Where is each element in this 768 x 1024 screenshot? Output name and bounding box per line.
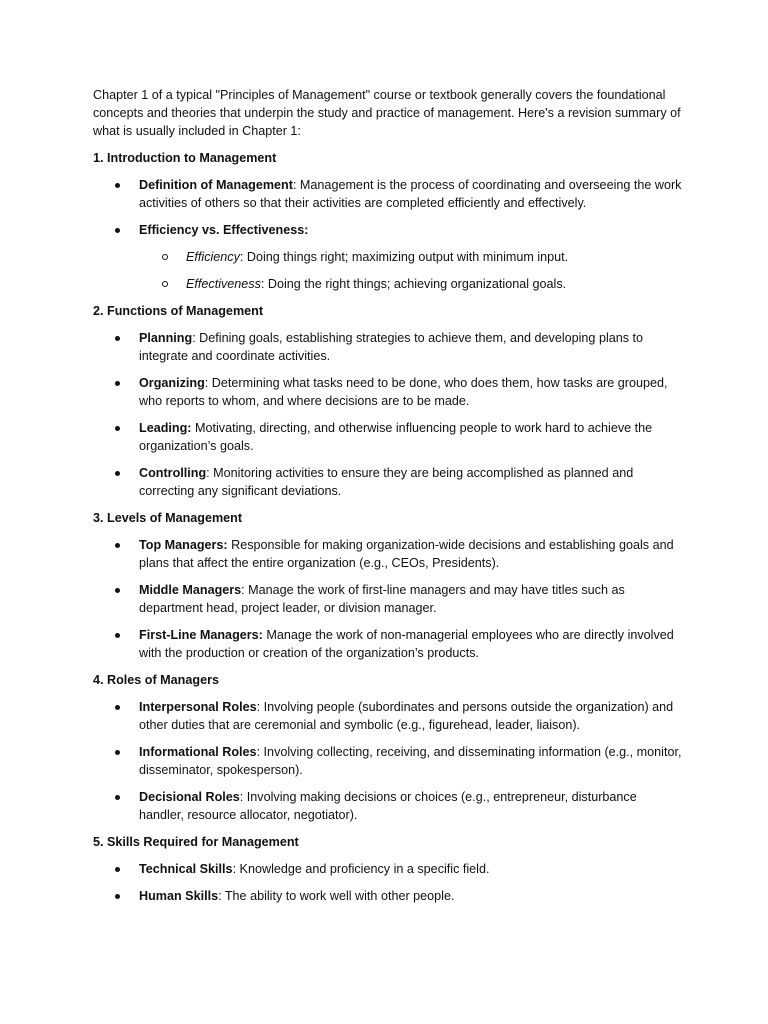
list-item — [93, 581, 683, 617]
bullet-icon — [115, 867, 120, 872]
section-heading: 3. Levels of Management — [93, 511, 243, 525]
item-text: Motivating, directing, and otherwise influencing people to work hard to achieve the organization’s goals. — [139, 421, 653, 453]
hollow-bullet-icon — [162, 281, 168, 287]
item-text: Manage the work of non-managerial employees who are directly involved with the production or creation of the organization’s products. — [139, 628, 674, 660]
item-term: Informational Roles — [139, 745, 257, 759]
item-text: : Involving making decisions or choices (e.g., entrepreneur, disturbance handler, resource allocator, negotiator). — [139, 790, 637, 822]
bullet-list — [93, 536, 683, 662]
list-item — [93, 743, 683, 779]
item-term: First-Line Managers: — [139, 628, 263, 642]
item-text: : Determining what tasks need to be done, who does them, how tasks are grouped, who reports to whom, and where decisions are to be made. — [139, 376, 668, 408]
bullet-icon — [115, 633, 120, 638]
bullet-icon — [115, 183, 120, 188]
list-item — [93, 698, 683, 734]
item-term: Efficiency vs. Effectiveness: — [139, 223, 309, 237]
bullet-icon — [115, 705, 120, 710]
list-item — [93, 419, 683, 455]
item-text: : Involving collecting, receiving, and disseminating information (e.g., monitor, disseminator, spokesperson). — [139, 745, 682, 777]
sub-list — [139, 248, 683, 293]
item-text: Responsible for making organization-wide decisions and establishing goals and plans that affect the entire organization (e.g., CEOs, Presidents). — [139, 538, 674, 570]
list-item — [93, 221, 683, 293]
sub-list-item — [139, 275, 683, 293]
bullet-list — [93, 698, 683, 824]
item-text: : Involving people (subordinates and persons outside the organization) and other duties that are ceremonial and symbolic (e.g., figurehead, leader, liaison). — [139, 700, 674, 732]
sub-list-item — [139, 248, 683, 266]
list-item — [93, 626, 683, 662]
sub-item-term: Effectiveness — [186, 277, 261, 291]
item-term: Technical Skills — [139, 862, 233, 876]
bullet-icon — [115, 336, 120, 341]
sub-item-text: : Doing the right things; achieving organizational goals. — [260, 277, 567, 291]
sub-item-term: Efficiency — [186, 250, 240, 264]
item-text: : Monitoring activities to ensure they are being accomplished as planned and correcting any significant deviations. — [139, 466, 634, 498]
item-text: : Manage the work of first-line managers and may have titles such as department head, project leader, or division manager. — [139, 583, 625, 615]
item-text: : The ability to work well with other people. — [218, 889, 455, 903]
bullet-icon — [115, 894, 120, 899]
section-heading: 1. Introduction to Management — [93, 151, 277, 165]
list-item — [93, 887, 683, 905]
bullet-list — [93, 176, 683, 293]
list-item — [93, 788, 683, 824]
hollow-bullet-icon — [162, 254, 168, 260]
section-heading: 2. Functions of Management — [93, 304, 264, 318]
list-item — [93, 536, 683, 572]
bullet-icon — [115, 426, 120, 431]
item-term: Interpersonal Roles — [139, 700, 257, 714]
item-term: Leading: — [139, 421, 192, 435]
bullet-list — [93, 329, 683, 500]
item-text: : Knowledge and proficiency in a specific field. — [232, 862, 490, 876]
item-term: Organizing — [139, 376, 205, 390]
sections-container — [93, 149, 683, 905]
item-term: Top Managers: — [139, 538, 228, 552]
item-term: Controlling — [139, 466, 207, 480]
bullet-icon — [115, 381, 120, 386]
item-term: Planning — [139, 331, 193, 345]
item-term: Middle Managers — [139, 583, 242, 597]
list-item — [93, 464, 683, 500]
section-heading: 4. Roles of Managers — [93, 673, 219, 687]
document-page — [93, 86, 683, 914]
list-item — [93, 329, 683, 365]
section-heading: 5. Skills Required for Management — [93, 835, 299, 849]
item-text: : Defining goals, establishing strategies to achieve them, and developing plans to integrate and coordinate activities. — [139, 331, 644, 363]
item-text: : Management is the process of coordinating and overseeing the work activities of others so that their activities are completed efficiently and effectively. — [139, 178, 682, 210]
bullet-icon — [115, 228, 120, 233]
item-term: Definition of Management — [139, 178, 293, 192]
bullet-icon — [115, 750, 120, 755]
list-item — [93, 176, 683, 212]
item-term: Decisional Roles — [139, 790, 240, 804]
item-term: Human Skills — [139, 889, 219, 903]
bullet-list — [93, 860, 683, 905]
bullet-icon — [115, 588, 120, 593]
list-item — [93, 860, 683, 878]
sub-item-text: : Doing things right; maximizing output with minimum input. — [239, 250, 569, 264]
list-item — [93, 374, 683, 410]
intro-paragraph: Chapter 1 of a typical "Principles of Management" course or textbook generally covers the foundational concepts and theories that underpin the study and practice of management. Here's a revision summary of what is usually included in Chapter 1: — [93, 88, 681, 138]
bullet-icon — [115, 471, 120, 476]
bullet-icon — [115, 543, 120, 548]
bullet-icon — [115, 795, 120, 800]
